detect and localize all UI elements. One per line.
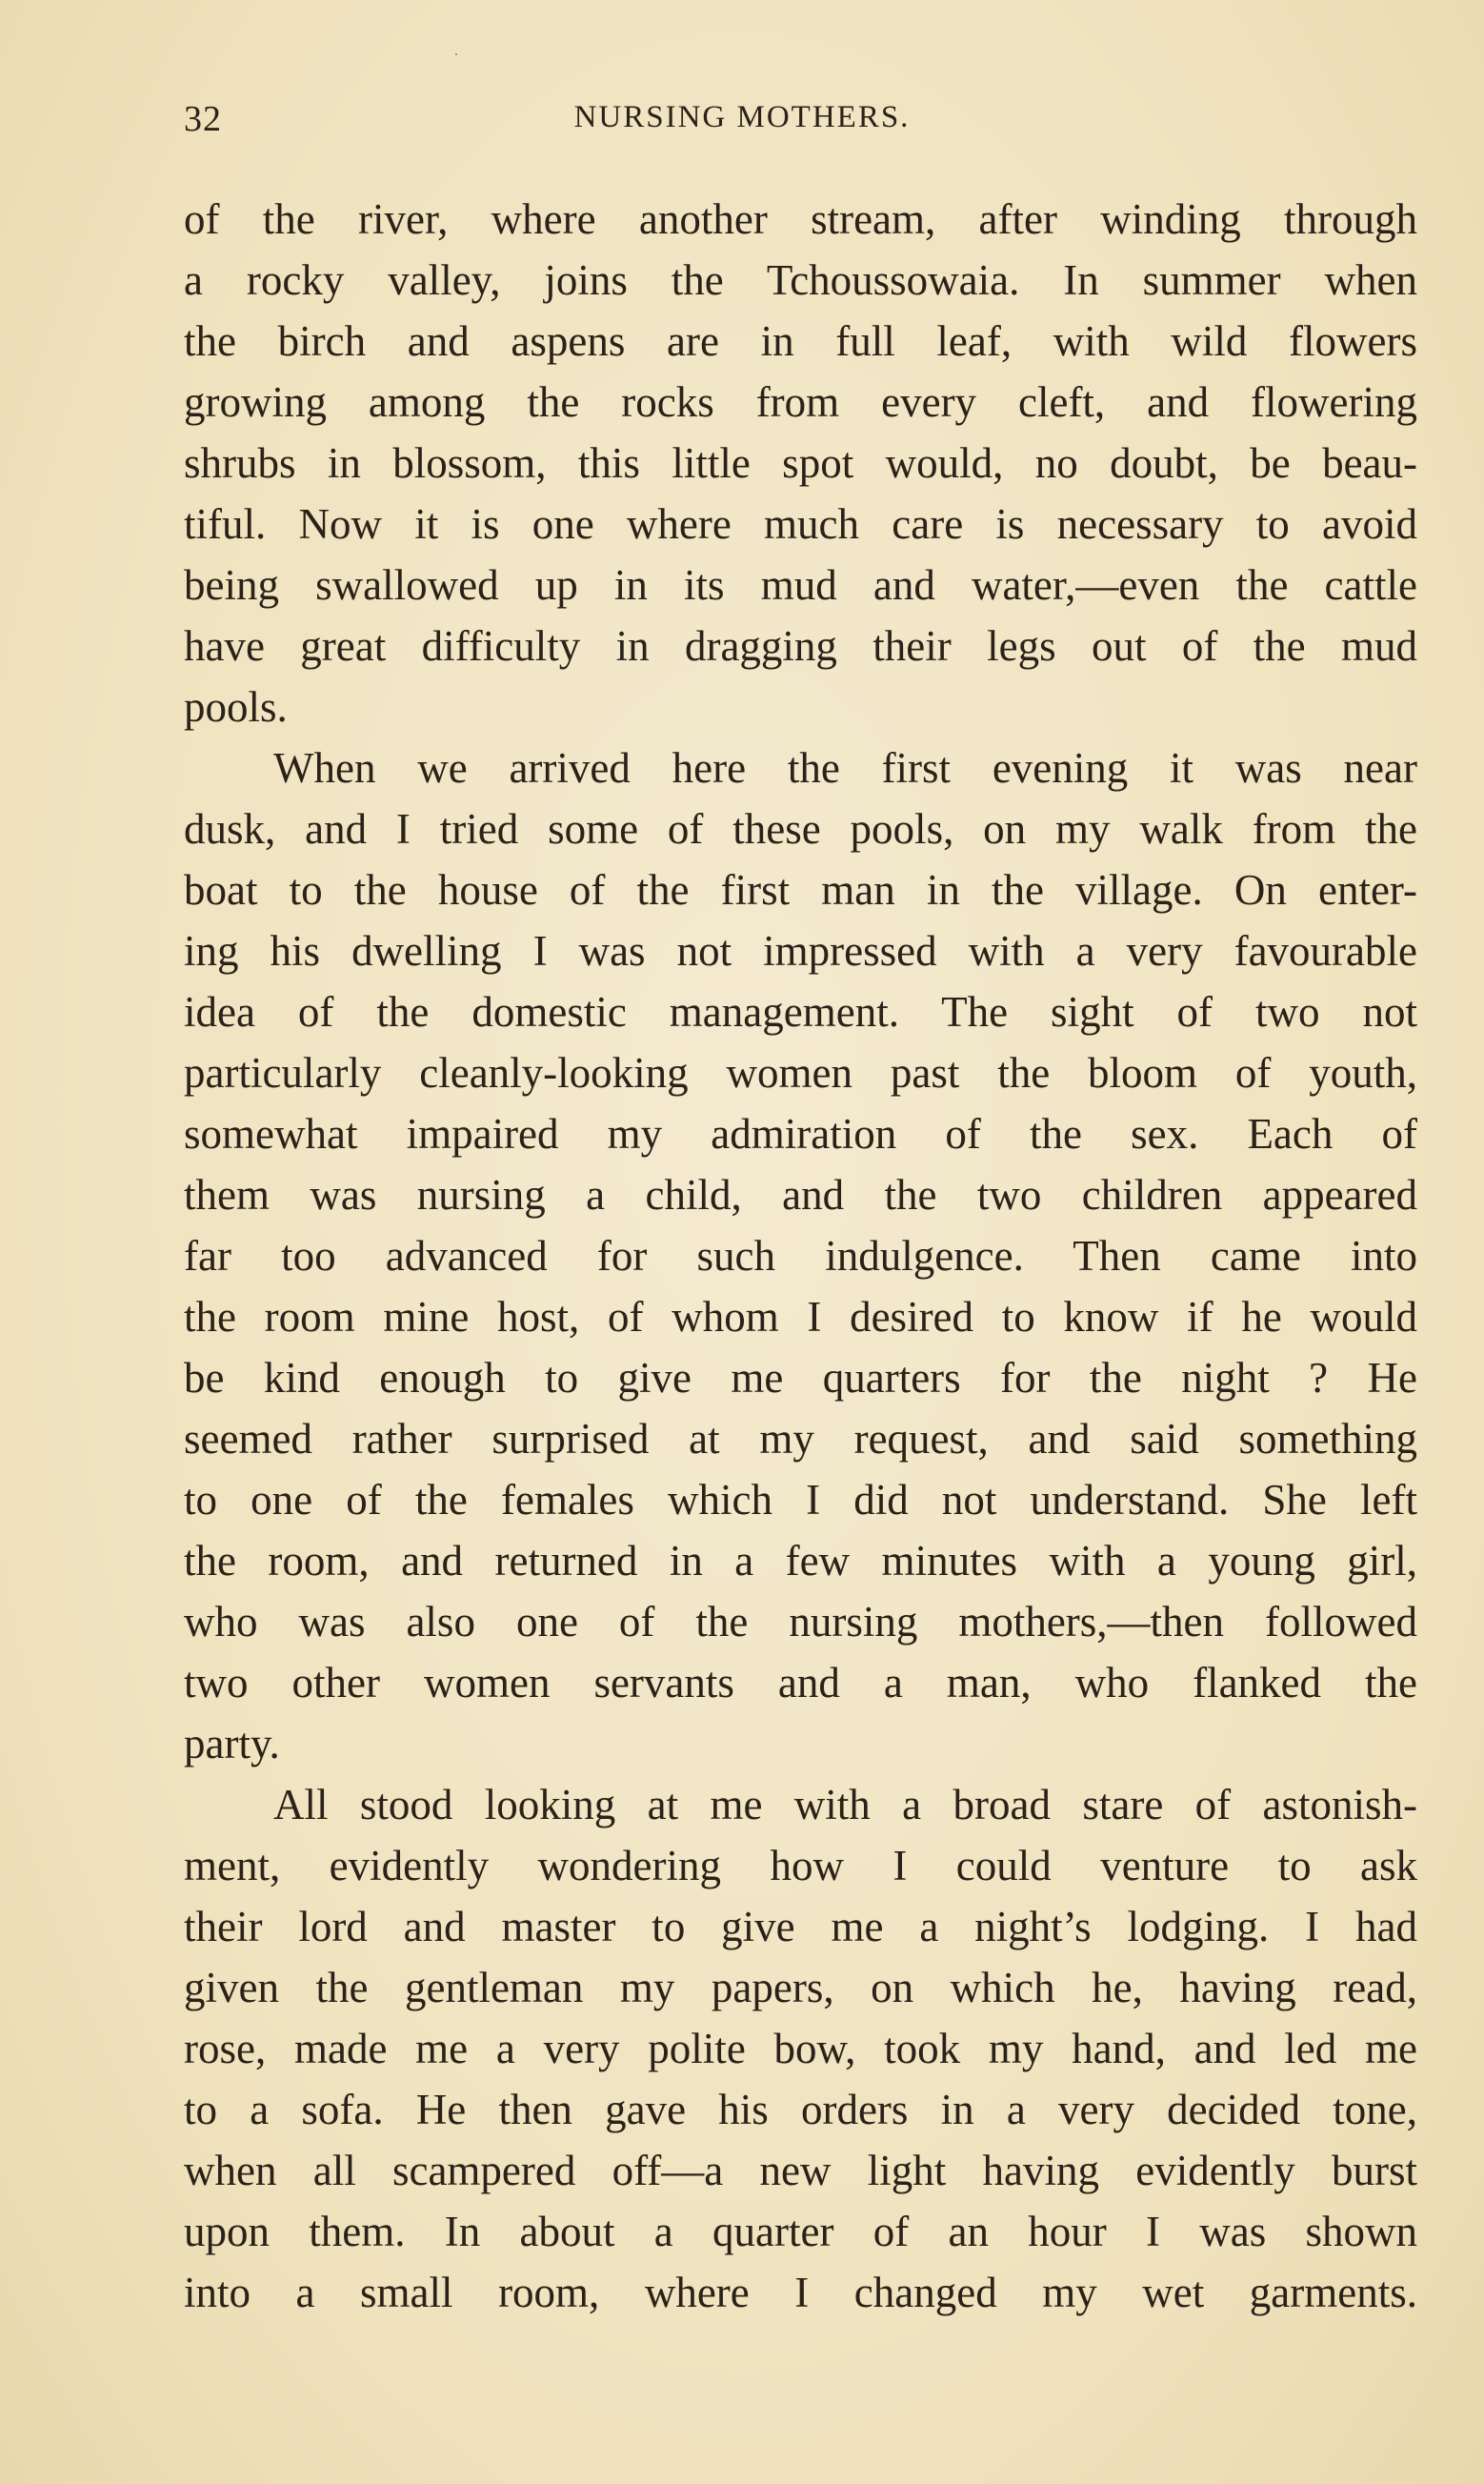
text-line: When we arrived here the first evening it was near <box>273 744 1417 792</box>
text-line: given the gentleman my papers, on which he, having read, <box>184 1964 1417 2011</box>
text-line: their lord and master to give me a night’s lodging. I had <box>184 1903 1417 1950</box>
text-line: pools. <box>184 683 288 731</box>
text-line: All stood looking at me with a broad stare of astonish- <box>273 1781 1417 1828</box>
text-line: boat to the house of the first man in the village. On enter- <box>184 866 1417 914</box>
text-line: two other women servants and a man, who flanked the <box>184 1659 1417 1706</box>
text-line: the birch and aspens are in full leaf, with wild flowers <box>184 317 1417 365</box>
text-line: to a sofa. He then gave his orders in a very decided tone, <box>184 2086 1417 2133</box>
text-line: ing his dwelling I was not impressed with a very favourable <box>184 927 1417 975</box>
text-line: when all scampered off—a new light having evidently burst <box>184 2147 1417 2194</box>
text-line: who was also one of the nursing mothers,—then followed <box>184 1598 1417 1646</box>
text-line: idea of the domestic management. The sight of two not <box>184 988 1417 1036</box>
text-line: tiful. Now it is one where much care is necessary to avoid <box>184 500 1417 548</box>
text-line: a rocky valley, joins the Tchoussowaia. In summer when <box>184 256 1417 304</box>
text-line: of the river, where another stream, after winding through <box>184 195 1417 243</box>
text-line: ment, evidently wondering how I could venture to ask <box>184 1842 1417 1889</box>
text-line: be kind enough to give me quarters for the night ? He <box>184 1354 1417 1402</box>
text-line: growing among the rocks from every cleft, and flowering <box>184 378 1417 426</box>
text-line: dusk, and I tried some of these pools, on my walk from the <box>184 805 1417 853</box>
text-line: to one of the females which I did not understand. She left <box>184 1476 1417 1524</box>
text-line: the room, and returned in a few minutes with a young girl, <box>184 1537 1417 1585</box>
text-line: into a small room, where I changed my wet garments. <box>184 2269 1417 2316</box>
text-line: being swallowed up in its mud and water,—even the cattle <box>184 561 1417 609</box>
text-line: somewhat impaired my admiration of the sex. Each of <box>184 1110 1417 1158</box>
text-line: particularly cleanly-looking women past the bloom of youth, <box>184 1049 1417 1097</box>
text-line: rose, made me a very polite bow, took my hand, and led me <box>184 2025 1417 2072</box>
text-line: them was nursing a child, and the two children appeared <box>184 1171 1417 1219</box>
running-head: NURSING MOTHERS. <box>573 100 911 134</box>
paper-speck <box>455 53 457 55</box>
page-header <box>0 98 1484 146</box>
text-line: have great difficulty in dragging their legs out of the mud <box>184 622 1417 670</box>
text-line: far too advanced for such indulgence. Then came into <box>184 1232 1417 1280</box>
text-line: upon them. In about a quarter of an hour I was shown <box>184 2208 1417 2255</box>
text-line: seemed rather surprised at my request, and said something <box>184 1415 1417 1463</box>
body-text <box>184 189 1417 2323</box>
text-line: party. <box>184 1720 280 1767</box>
text-line: shrubs in blossom, this little spot would, no doubt, be beau- <box>184 439 1417 487</box>
text-line: the room mine host, of whom I desired to know if he would <box>184 1293 1417 1341</box>
page-number: 32 <box>184 99 222 139</box>
